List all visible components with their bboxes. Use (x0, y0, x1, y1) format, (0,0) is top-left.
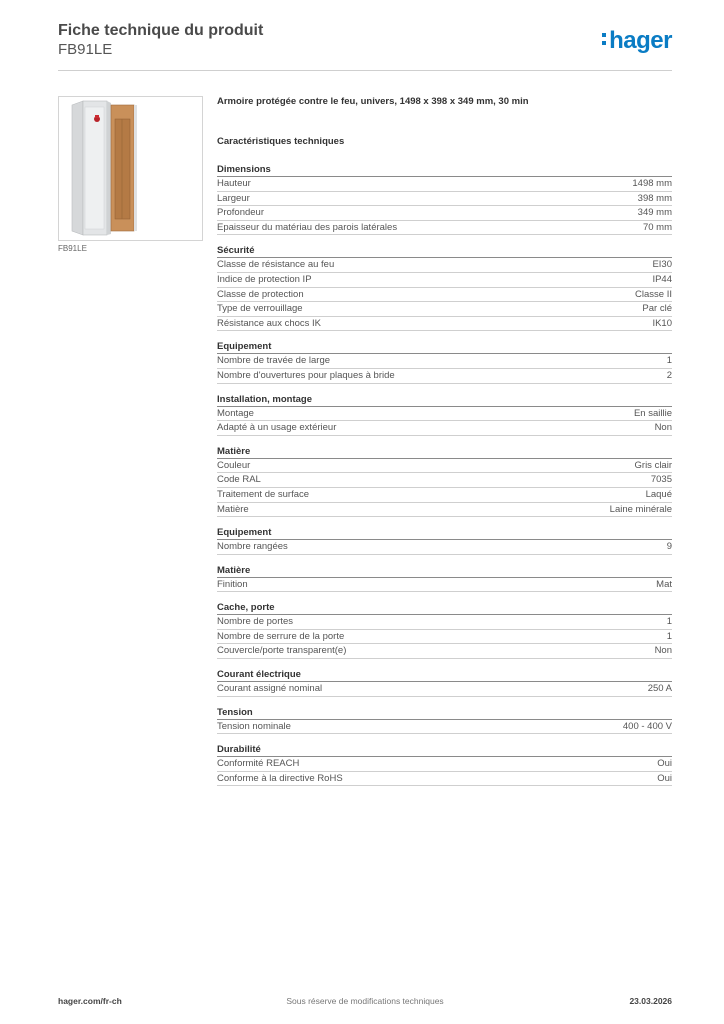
spec-label: Classe de résistance au feu (217, 259, 335, 271)
document-title: Fiche technique du produit (58, 22, 264, 39)
spec-row (217, 615, 672, 630)
spec-label: Matière (217, 503, 249, 515)
spec-row (217, 682, 672, 697)
spec-label: Indice de protection IP (217, 273, 312, 285)
spec-label: Nombre de portes (217, 616, 294, 628)
image-caption: FB91LE (58, 244, 87, 253)
spec-label: Courant assigné nominal (217, 683, 323, 695)
spec-value: 9 (666, 541, 672, 553)
page-header (58, 20, 672, 71)
footer-notice: Sous réserve de modifications techniques (286, 996, 444, 1006)
spec-value: Classe II (635, 288, 672, 300)
spec-row (217, 772, 672, 787)
spec-row (217, 503, 672, 518)
spec-label: Couvercle/porte transparent(e) (217, 645, 347, 657)
spec-value: Non (654, 422, 672, 434)
spec-value: 1 (666, 630, 672, 642)
spec-label: Montage (217, 407, 254, 419)
spec-group (217, 706, 672, 735)
spec-group (217, 244, 672, 331)
group-title: Matière (217, 445, 672, 459)
spec-row (217, 757, 672, 772)
spec-row (217, 488, 672, 503)
spec-value: 2 (666, 369, 672, 381)
spec-row (217, 192, 672, 207)
logo-dots-icon (602, 33, 607, 49)
spec-content (217, 95, 672, 795)
spec-label: Finition (217, 578, 248, 590)
spec-label: Tension nominale (217, 720, 291, 732)
spec-value: 1 (666, 616, 672, 628)
spec-value: 7035 (650, 474, 672, 486)
group-title: Equipement (217, 526, 672, 540)
spec-row (217, 177, 672, 192)
spec-row (217, 288, 672, 303)
spec-label: Largeur (217, 192, 250, 204)
spec-label: Nombre de serrure de la porte (217, 630, 345, 642)
group-title: Matière (217, 564, 672, 578)
product-image (58, 96, 203, 241)
spec-value: Gris clair (634, 459, 672, 471)
footer-date: 23.03.2026 (629, 996, 672, 1006)
spec-value: EI30 (652, 259, 672, 271)
spec-label: Hauteur (217, 178, 251, 189)
cabinet-illustration (59, 97, 202, 240)
spec-value: 400 - 400 V (622, 720, 672, 732)
spec-label: Nombre rangées (217, 541, 288, 553)
spec-value: Oui (657, 772, 672, 784)
spec-row (217, 206, 672, 221)
spec-value: 349 mm (637, 207, 672, 219)
spec-label: Code RAL (217, 474, 261, 486)
group-title: Equipement (217, 340, 672, 354)
group-title: Sécurité (217, 244, 672, 258)
spec-label: Nombre de travée de large (217, 355, 331, 367)
spec-row (217, 354, 672, 369)
spec-value: Laqué (645, 488, 672, 500)
spec-row (217, 578, 672, 593)
spec-group (217, 564, 672, 593)
spec-value: Mat (656, 578, 672, 590)
spec-row (217, 302, 672, 317)
spec-group (217, 668, 672, 697)
group-title: Cache, porte (217, 601, 672, 615)
section-title: Caractéristiques techniques (217, 136, 345, 147)
spec-label: Type de verrouillage (217, 303, 303, 315)
spec-group (217, 340, 672, 383)
spec-group (217, 526, 672, 555)
spec-value: 250 A (647, 683, 672, 695)
spec-label: Résistance aux chocs IK (217, 317, 322, 329)
spec-label: Classe de protection (217, 288, 304, 300)
spec-row (217, 473, 672, 488)
group-title: Installation, montage (217, 393, 672, 407)
spec-label: Conforme à la directive RoHS (217, 772, 343, 784)
spec-row (217, 407, 672, 422)
spec-value: Non (654, 645, 672, 657)
footer-website[interactable]: hager.com/fr-ch (58, 996, 122, 1006)
spec-row (217, 720, 672, 735)
spec-value: IP44 (652, 273, 672, 285)
spec-value: 398 mm (637, 192, 672, 204)
spec-row (217, 369, 672, 384)
spec-value: 1498 mm (632, 178, 672, 189)
spec-label: Nombre d'ouvertures pour plaques à bride (217, 369, 395, 381)
spec-row (217, 644, 672, 659)
spec-value: En saillie (633, 407, 672, 419)
spec-value: IK10 (652, 317, 672, 329)
spec-label: Couleur (217, 459, 251, 471)
spec-row (217, 459, 672, 474)
spec-group (217, 163, 672, 235)
spec-group (217, 393, 672, 436)
spec-label: Profondeur (217, 207, 265, 219)
hager-logo (602, 27, 672, 55)
product-reference: FB91LE (58, 41, 113, 58)
spec-group (217, 601, 672, 659)
spec-value: Oui (657, 758, 672, 770)
spec-label: Epaisseur du matériau des parois latérales (217, 221, 398, 233)
spec-row (217, 317, 672, 332)
group-title: Tension (217, 706, 672, 720)
spec-value: 70 mm (642, 221, 672, 233)
page-footer (58, 996, 672, 1010)
spec-groups (217, 163, 672, 786)
group-title: Durabilité (217, 743, 672, 757)
spec-row (217, 630, 672, 645)
spec-value: 1 (666, 355, 672, 367)
spec-row (217, 540, 672, 555)
spec-label: Conformité REACH (217, 758, 300, 770)
spec-row (217, 221, 672, 236)
spec-label: Adapté à un usage extérieur (217, 422, 337, 434)
spec-group (217, 445, 672, 517)
spec-label: Traitement de surface (217, 488, 310, 500)
spec-value: Par clé (642, 303, 672, 315)
group-title: Courant électrique (217, 668, 672, 682)
spec-value: Laine minérale (609, 503, 672, 515)
spec-row (217, 273, 672, 288)
product-description: Armoire protégée contre le feu, univers, 1498 x 398 x 349 mm, 30 min (217, 96, 529, 107)
logo-text: hager (609, 27, 672, 54)
spec-row (217, 258, 672, 273)
spec-row (217, 421, 672, 436)
group-title: Dimensions (217, 163, 672, 177)
spec-group (217, 743, 672, 786)
